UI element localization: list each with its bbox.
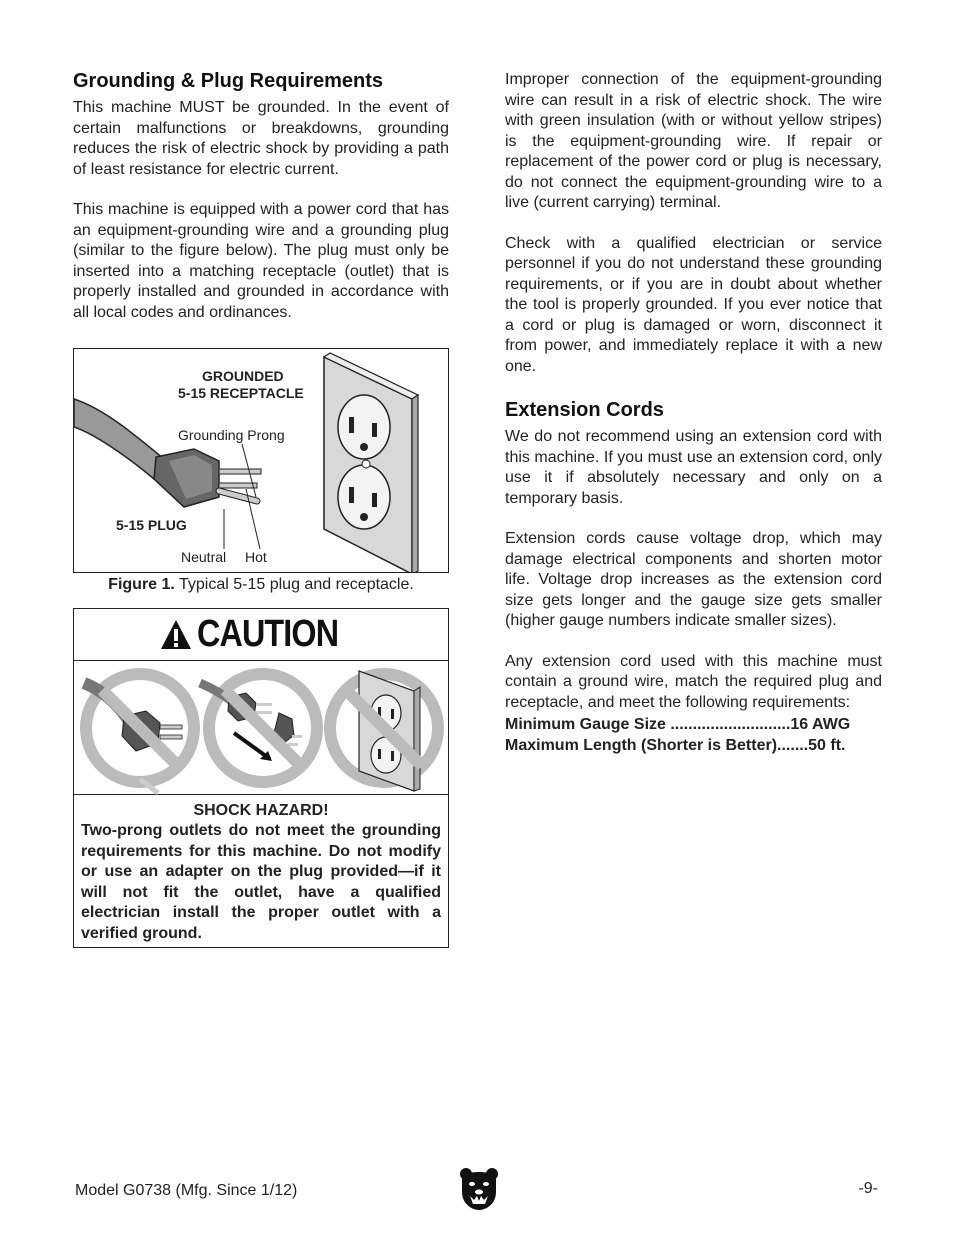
right-paragraph-2: Check with a qualified electrician or service personnel if you do not understand these grounding requirements, or if you are in doubt about whether the tool is properly grounded. If you ever notice that a cord or plug is damaged or worn, disconnect it from power, and immediately replace it with a new one. (505, 234, 882, 375)
figure-plug-receptacle (73, 348, 449, 573)
left-column (73, 68, 449, 343)
spec-gauge: Minimum Gauge Size ...........................16 AWG (505, 716, 851, 733)
caution-text (74, 795, 448, 944)
grounding-paragraph-1: This machine MUST be grounded. In the event of certain malfunctions or breakdowns, grounding reduces the risk of electric shock by providing a path of least resistance for electric current. (73, 99, 449, 178)
grounding-prong-label: Grounding Prong (178, 427, 285, 443)
figure-caption-text: Typical 5-15 plug and receptacle. (174, 576, 414, 593)
caution-header (74, 609, 448, 661)
extension-cords-heading: Extension Cords (505, 399, 664, 421)
extension-paragraph-3: Any extension cord used with this machine must contain a ground wire, match the required plug and receptacle, and meet the following requirements: (505, 652, 882, 711)
caution-word: CAUTION (196, 613, 339, 655)
footer-model: Model G0738 (Mfg. Since 1/12) (75, 1182, 298, 1199)
caution-title: SHOCK HAZARD! (193, 802, 329, 819)
page-number: -9- (858, 1180, 878, 1197)
grounding-paragraph-2: This machine is equipped with a power cord that has an equipment-grounding wire and a grounding plug (similar to the figure below). The plug must only be inserted into a matching receptacle (outlet) that is properly installed and grounded in accordance with all local codes and ordinances. (73, 201, 449, 321)
caution-body: Two-prong outlets do not meet the grounding requirements for this machine. Do not modify or use an adapter on the plug provided—if it will not fit the outlet, have a qualified electrician install the proper outlet with a verified ground. (81, 822, 441, 942)
grounding-heading: Grounding & Plug Requirements (73, 70, 384, 92)
extension-paragraph-2: Extension cords cause voltage drop, which may damage electrical components and shorten motor life. Voltage drop increases as the extension cord size gets longer and the gauge size gets smaller (higher gauge numbers indicate smaller sizes). (505, 530, 882, 629)
figure-caption (73, 575, 449, 595)
bear-logo-icon (458, 1166, 500, 1210)
neutral-label: Neutral (181, 549, 227, 565)
hot-label: Hot (245, 549, 267, 565)
extension-paragraph-1: We do not recommend using an extension cord with this machine. If you must use an extension cord, only use it if absolutely necessary and only on a temporary basis. (505, 428, 882, 507)
plug-label: 5-15 PLUG (116, 517, 187, 533)
figure-caption-number: Figure 1. (108, 576, 175, 593)
right-paragraph-1: Improper connection of the equipment-grounding wire can result in a risk of electric shock. The wire with green insulation (with or without yellow stripes) is the equipment-grounding wire. If repair or replacement of the power cord or plug is necessary, do not connect the equipment-grounding wire to a live (current carrying) terminal. (505, 71, 882, 211)
receptacle-label-2: 5-15 RECEPTACLE (178, 385, 304, 401)
spec-length: Maximum Length (Shorter is Better).......50 ft. (505, 736, 846, 754)
right-column (505, 70, 882, 756)
caution-box (73, 608, 449, 948)
caution-illustration (74, 661, 448, 795)
prohibited-adapters-illustration (74, 661, 447, 795)
receptacle-label-1: GROUNDED (202, 368, 284, 384)
warning-triangle-icon (159, 618, 193, 652)
